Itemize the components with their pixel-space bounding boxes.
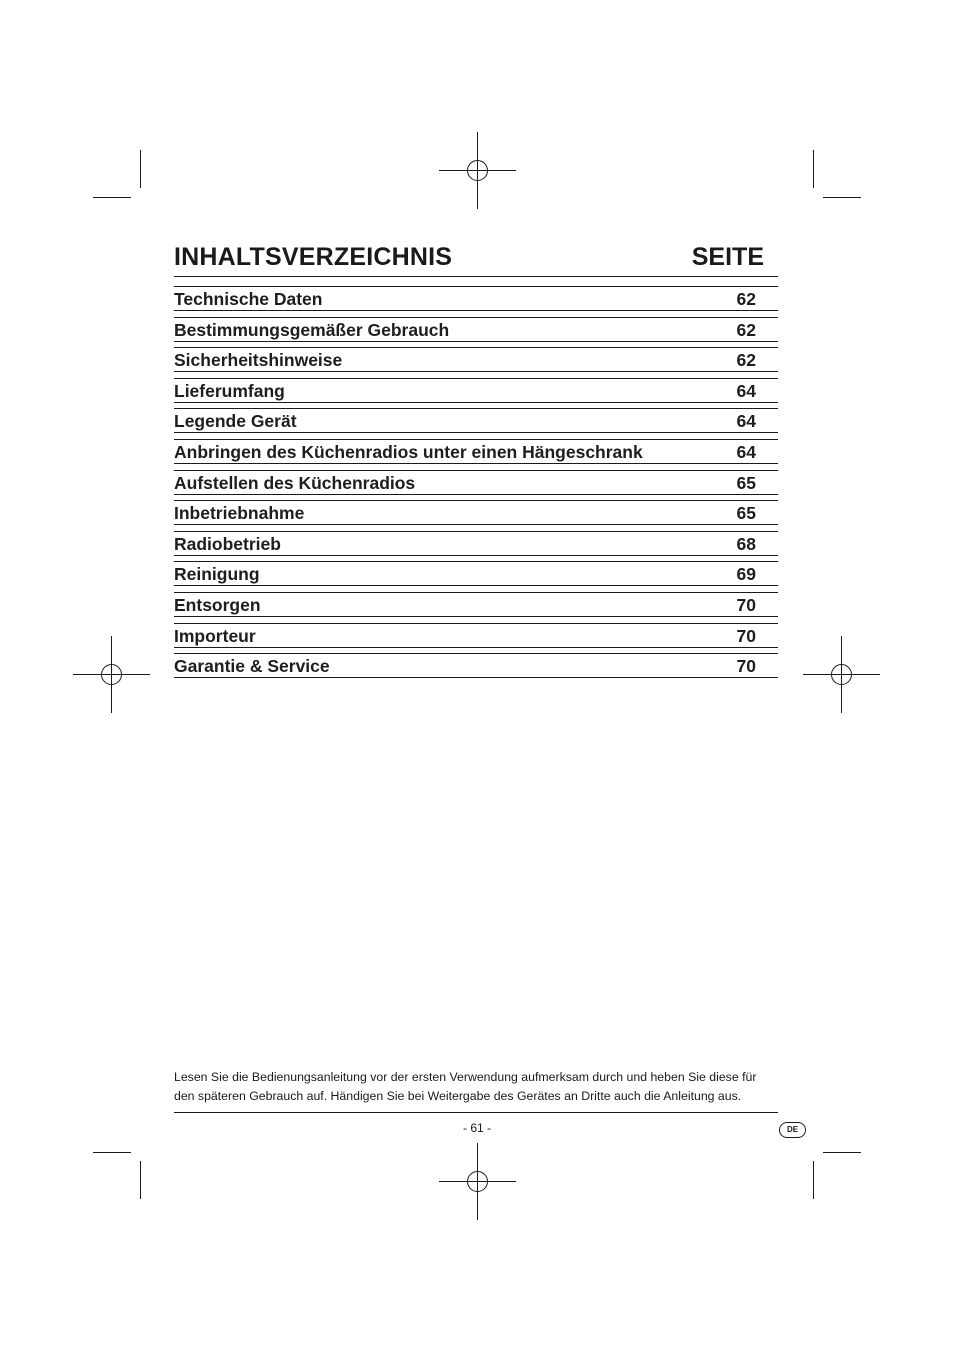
crop-mark-top-left-vertical: [140, 150, 141, 188]
toc-entry-reinigung[interactable]: [174, 561, 778, 586]
crop-mark-top-left-horizontal: [93, 197, 131, 198]
registration-mark-left-icon: [73, 636, 150, 713]
usage-notice: [174, 1068, 778, 1113]
toc-entry-page: 62: [736, 319, 756, 340]
toc-entry-aufstellen[interactable]: [174, 470, 778, 495]
toc-entry-page: 68: [736, 533, 756, 554]
crop-mark-bottom-left-vertical: [140, 1161, 141, 1199]
toc-list: [174, 286, 778, 684]
toc-title: INHALTSVERZEICHNIS: [174, 243, 453, 271]
toc-entry-page: 64: [736, 380, 756, 401]
toc-entry-garantie-service[interactable]: [174, 653, 778, 678]
toc-entry-page: 70: [736, 625, 756, 646]
toc-entry-page: 62: [736, 289, 756, 309]
toc-entry-label: Bestimmungsgemäßer Gebrauch: [174, 319, 450, 340]
toc-entry-anbringen[interactable]: [174, 439, 778, 464]
crop-mark-top-right-horizontal: [823, 197, 861, 198]
registration-mark-top-icon: [439, 132, 516, 209]
toc-entry-bestimmungsgemaesser-gebrauch[interactable]: [174, 317, 778, 342]
toc-entry-page: 64: [736, 441, 756, 462]
toc-entry-technische-daten[interactable]: [174, 286, 778, 311]
registration-mark-right-icon: [803, 636, 880, 713]
crop-mark-bottom-right-vertical: [813, 1161, 814, 1199]
toc-entry-label: Aufstellen des Küchenradios: [174, 472, 416, 493]
toc-entry-label: Legende Gerät: [174, 411, 297, 432]
toc-entry-label: Garantie & Service: [174, 656, 330, 677]
usage-notice-line-2: den späteren Gebrauch auf. Händigen Sie bei Weitergabe des Gerätes an Dritte auch die Anleitung aus.: [174, 1089, 742, 1103]
toc-entry-page: 69: [736, 564, 756, 585]
toc-entry-label: Anbringen des Küchenradios unter einen Hängeschrank: [174, 441, 643, 462]
toc-entry-page: 64: [736, 411, 756, 432]
crop-mark-bottom-left-horizontal: [93, 1152, 131, 1153]
toc-entry-sicherheitshinweise[interactable]: [174, 347, 778, 372]
language-badge: DE: [779, 1122, 806, 1138]
toc-entry-inbetriebnahme[interactable]: [174, 500, 778, 525]
toc-entry-lieferumfang[interactable]: [174, 378, 778, 403]
page-number: - 61 -: [462, 1121, 491, 1135]
toc-entry-label: Inbetriebnahme: [174, 503, 305, 524]
toc-entry-page: 70: [736, 594, 756, 615]
registration-mark-bottom-icon: [439, 1143, 516, 1220]
crop-mark-bottom-right-horizontal: [823, 1152, 861, 1153]
toc-entry-label: Radiobetrieb: [174, 533, 281, 554]
toc-entry-page: 65: [736, 472, 756, 493]
toc-entry-page: 65: [736, 503, 756, 524]
toc-entry-label: Entsorgen: [174, 594, 261, 615]
toc-entry-label: Sicherheitshinweise: [174, 350, 343, 371]
toc-page-header: SEITE: [691, 243, 764, 271]
toc-header: [174, 242, 778, 277]
crop-mark-top-right-vertical: [813, 150, 814, 188]
toc-entry-label: Importeur: [174, 625, 256, 646]
toc-entry-legende-geraet[interactable]: [174, 408, 778, 433]
usage-notice-line-1: Lesen Sie die Bedienungsanleitung vor der ersten Verwendung aufmerksam durch und heben Sie diese für: [174, 1070, 757, 1084]
toc-entry-radiobetrieb[interactable]: [174, 531, 778, 556]
toc-entry-importeur[interactable]: [174, 623, 778, 648]
toc-entry-entsorgen[interactable]: [174, 592, 778, 617]
toc-entry-label: Reinigung: [174, 564, 260, 585]
toc-entry-page: 70: [736, 656, 756, 677]
toc-entry-label: Technische Daten: [174, 289, 323, 309]
toc-entry-label: Lieferumfang: [174, 380, 285, 401]
toc-entry-page: 62: [736, 350, 756, 371]
